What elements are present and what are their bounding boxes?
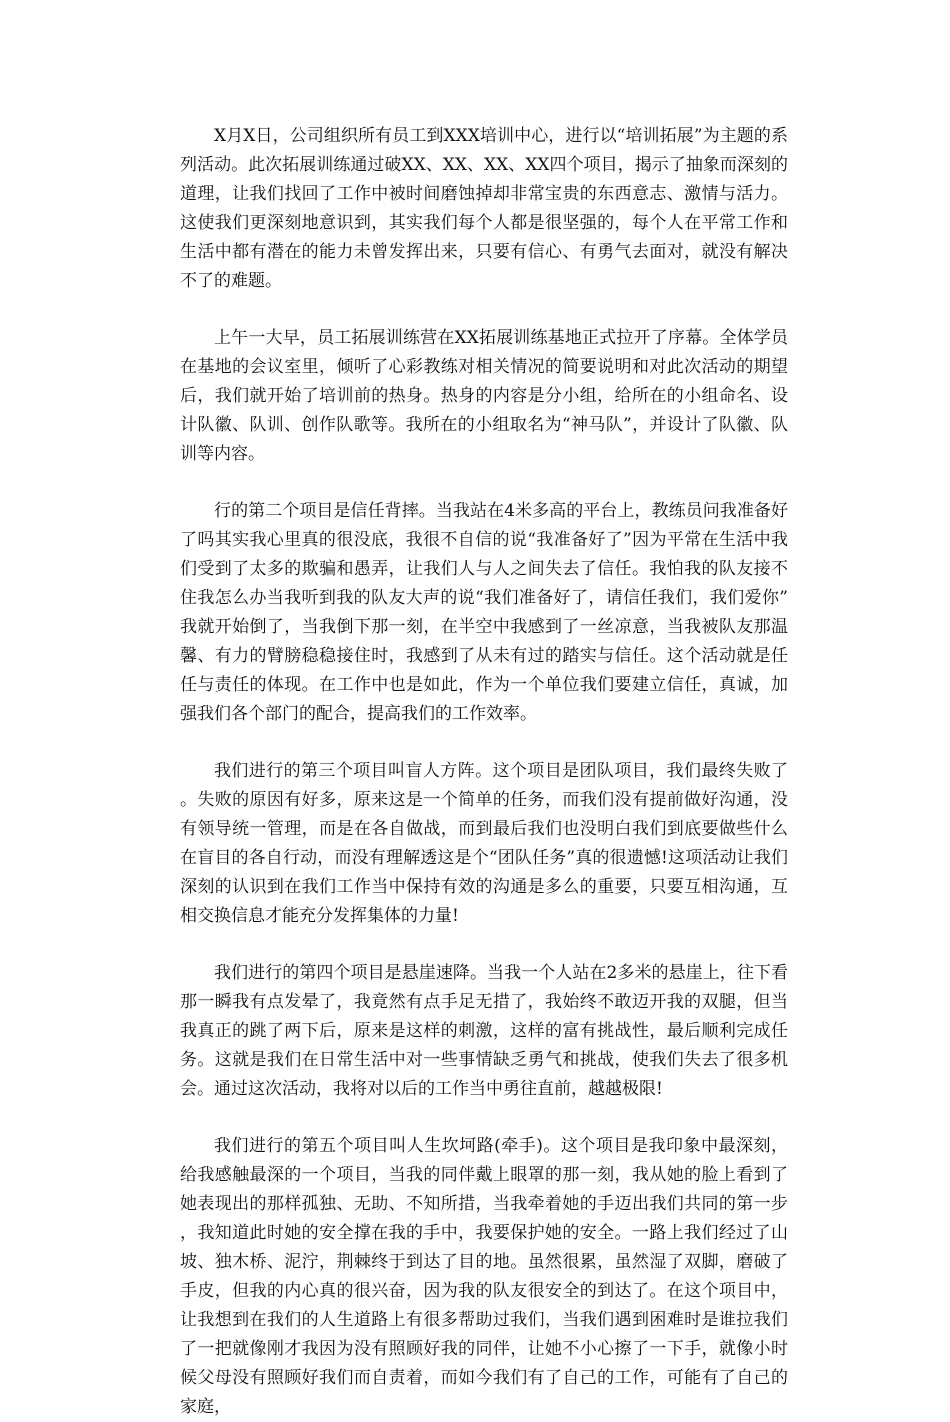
paragraph-morning-warmup: 上午一大早，员工拓展训练营在XX拓展训练基地正式拉开了序幕。全体学员在基地的会议室里，倾听了心彩教练对相关情况的简要说明和对此次活动的期望后，我们就开始了培训前的热身。热身的内容是分小组，给所在的小组命名、设计队徽、队训、创作队歌等。我所在的小组取名为“神马队”，并设计了队徽、队训等内容。 <box>180 328 788 464</box>
paragraph-trust-fall: 行的第二个项目是信任背摔。当我站在4米多高的平台上，教练员问我准备好了吗其实我心里真的很没底，我很不自信的说“我准备好了”因为平常在生活中我们受到了太多的欺骗和愚弄，让我们人与人之间失去了信任。我怕我的队友接不住我怎么办当我听到我的队友大声的说“我们准备好了，请信任我们，我们爱你”我就开始倒了，当我倒下那一刻，在半空中我感到了一丝凉意，当我被队友那温馨、有力的臂膀稳稳接住时，我感到了从未有过的踏实与信任。这个活动就是任任与责任的体现。在工作中也是如此，作为一个单位我们要建立信任，真诚，加强我们各个部门的配合，提高我们的工作效率。 <box>180 501 788 724</box>
paragraph-intro: X月X日，公司组织所有员工到XXX培训中心，进行以“培训拓展”为主题的系列活动。此次拓展训练通过破XX、XX、XX、XX四个项目，揭示了抽象而深刻的道理，让我们找回了工作中被时间磨蚀掉却非常宝贵的东西意志、激情与活力。这使我们更深刻地意识到，其实我们每个人都是很坚强的，每个人在平常工作和生活中都有潜在的能力未曾发挥出来，只要有信心、有勇气去面对，就没有解决不了的难题。 <box>180 126 788 291</box>
paragraph-hand-in-hand: 我们进行的第五个项目叫人生坎坷路(牵手)。这个项目是我印象中最深刻，给我感触最深的一个项目，当我的同伴戴上眼罩的那一刻，我从她的脸上看到了她表现出的那样孤独、无助、不知所措，当我牵着她的手迈出我们共同的第一步，我知道此时她的安全撑在我的手中，我要保护她的安全。一路上我们经过了山坡、独木桥、泥泞，荆棘终于到达了目的地。虽然很累，虽然湿了双脚，磨破了手皮，但我的内心真的很兴奋，因为我的队友很安全的到达了。在这个项目中，让我想到在我们的人生道路上有很多帮助过我们，当我们遇到困难时是谁拉我们了一把就像刚才我因为没有照顾好我的同伴，让她不小心擦了一下手，就像小时候父母没有照顾好我们而自责着，而如今我们有了自己的工作，可能有了自己的家庭， <box>180 1136 788 1417</box>
paragraph-blind-square: 我们进行的第三个项目叫盲人方阵。这个项目是团队项目，我们最终失败了。失败的原因有好多，原来这是一个简单的任务，而我们没有提前做好沟通，没有领导统一管理，而是在各自做战，而到最后我们也没明白我们到底要做些什么在盲目的各自行动，而没有理解透这是个“团队任务”真的很遗憾!这项活动让我们深刻的认识到在我们工作当中保持有效的沟通是多么的重要，只要互相沟通，互相交换信息才能充分发挥集体的力量! <box>180 761 788 926</box>
paragraph-cliff-descent: 我们进行的第四个项目是悬崖速降。当我一个人站在2多米的悬崖上，往下看那一瞬我有点发晕了，我竟然有点手足无措了，我始终不敢迈开我的双腿，但当我真正的跳了两下后，原来是这样的刺激，这样的富有挑战性，最后顺利完成任务。这就是我们在日常生活中对一些事情缺乏勇气和挑战，使我们失去了很多机会。通过这次活动，我将对以后的工作当中勇往直前，越越极限! <box>180 963 788 1099</box>
document-body <box>180 122 788 1422</box>
